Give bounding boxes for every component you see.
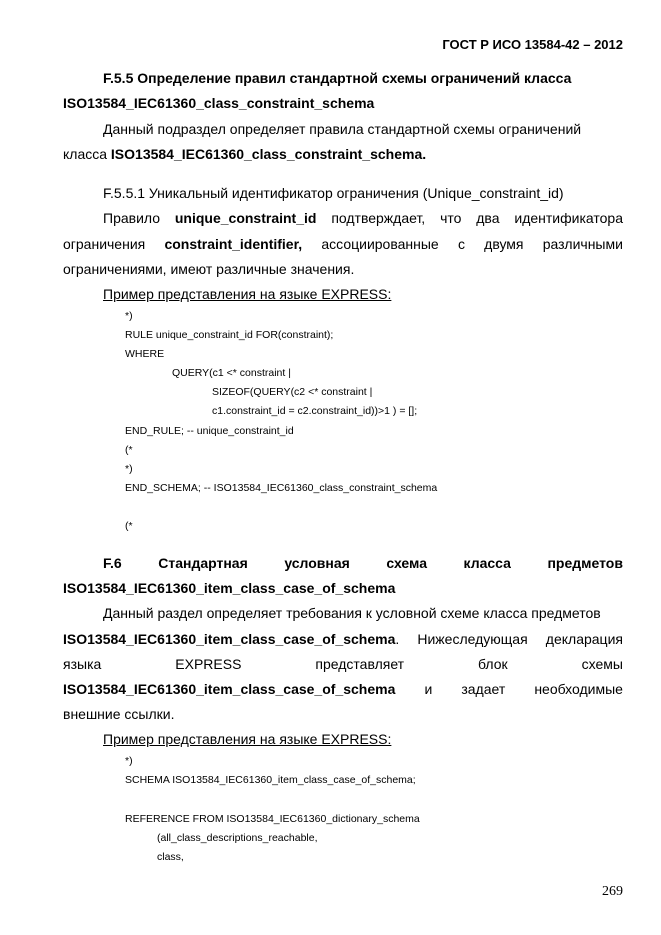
section-f55-heading: [103, 70, 623, 86]
word: декларация: [545, 631, 623, 647]
section-f6-heading: [103, 555, 623, 571]
word: схема: [386, 555, 427, 571]
section-f55-heading-text: F.5.5 Определение правил стандартной схемы ограничений класса: [103, 70, 572, 86]
word: F.6: [103, 555, 122, 571]
code1-line: *): [125, 310, 133, 322]
page-number: 269: [602, 884, 623, 899]
word: языка: [63, 656, 102, 672]
word: класса: [463, 555, 511, 571]
word: блок: [478, 656, 508, 672]
section-f55-paragraph-line2: [63, 146, 426, 162]
section-f55-paragraph-line1: Данный подраздел определяет правила стандартной схемы ограничений: [103, 121, 582, 137]
word: двумя: [484, 236, 524, 252]
word: ассоциированные: [321, 236, 439, 252]
section-f55-schema-name: ISO13584_IEC61360_class_constraint_schema: [63, 95, 375, 111]
word: Стандартная: [158, 555, 248, 571]
example-label-2: Пример представления на языке EXPRESS:: [103, 731, 392, 747]
word: два: [476, 210, 500, 226]
code1-line: END_RULE; -- unique_constraint_id: [125, 425, 294, 437]
word: .: [395, 631, 400, 647]
word: с: [457, 236, 465, 252]
code1-line: (*: [125, 520, 133, 532]
code2-line: *): [125, 755, 133, 767]
word: представляет: [315, 656, 405, 672]
code2-line: class,: [157, 851, 184, 863]
word: задает: [461, 681, 506, 697]
section-f6-paragraph-line1: Данный раздел определяет требования к условной схеме класса предметов: [103, 605, 601, 621]
section-f6-paragraph-line5: внешние ссылки.: [63, 706, 175, 722]
word: что: [440, 210, 462, 226]
section-f6-paragraph-line2: [63, 631, 623, 647]
code1-line: c1.constraint_id = c2.constraint_id))>1 ) = [];: [212, 405, 418, 417]
section-f6-schema-name: ISO13584_IEC61360_item_class_case_of_schema: [63, 580, 396, 596]
schema-name-bold: ISO13584_IEC61360_item_class_case_of_schema: [63, 681, 396, 697]
code1-line: WHERE: [125, 348, 165, 360]
section-f6-paragraph-line3: [63, 656, 623, 672]
code2-line: REFERENCE FROM ISO13584_IEC61360_dictionary_schema: [125, 813, 420, 825]
word: схемы: [581, 656, 623, 672]
word: условная: [284, 555, 350, 571]
word: различными: [542, 236, 623, 252]
word: ограничения: [63, 236, 146, 252]
code2-line: (all_class_descriptions_reachable,: [157, 832, 318, 844]
schema-with-period: [63, 631, 399, 647]
example-label-1: Пример представления на языке EXPRESS:: [103, 286, 392, 302]
word: подтверждает,: [331, 210, 426, 226]
word: предметов: [547, 555, 623, 571]
word: и: [424, 681, 433, 697]
code1-line: END_SCHEMA; -- ISO13584_IEC61360_class_constraint_schema: [125, 482, 438, 494]
schema-name-bold: ISO13584_IEC61360_class_constraint_schema.: [110, 146, 427, 162]
rule-name-bold: unique_constraint_id: [174, 210, 317, 226]
section-f6-paragraph-line4: [63, 681, 623, 697]
code1-line: *): [125, 463, 133, 475]
attribute-name-bold: constraint_identifier,: [164, 236, 303, 252]
code1-line: SIZEOF(QUERY(c2 <* constraint |: [212, 386, 373, 398]
schema-name-bold: ISO13584_IEC61360_item_class_case_of_schema: [63, 631, 396, 647]
code1-line: QUERY(c1 <* constraint |: [172, 367, 291, 379]
section-f551-paragraph-line2: [63, 236, 623, 252]
code1-line: RULE unique_constraint_id FOR(constraint);: [125, 329, 334, 341]
para-text: класса: [63, 146, 111, 162]
word: Правило: [103, 210, 161, 226]
word: EXPRESS: [175, 656, 242, 672]
code2-line: SCHEMA ISO13584_IEC61360_item_class_case_of_schema;: [125, 774, 416, 786]
section-f551-paragraph-line1: [103, 210, 623, 226]
section-f551-paragraph-line3: ограничениями, имеют различные значения.: [63, 261, 355, 277]
section-f551-heading: F.5.5.1 Уникальный идентификатор ограничения (Unique_constraint_id): [103, 185, 564, 201]
document-header: ГОСТ Р ИСО 13584-42 – 2012: [442, 37, 623, 52]
word: идентификатора: [514, 210, 623, 226]
code1-line: (*: [125, 444, 133, 456]
word: Нижеследующая: [417, 631, 528, 647]
word: необходимые: [534, 681, 623, 697]
